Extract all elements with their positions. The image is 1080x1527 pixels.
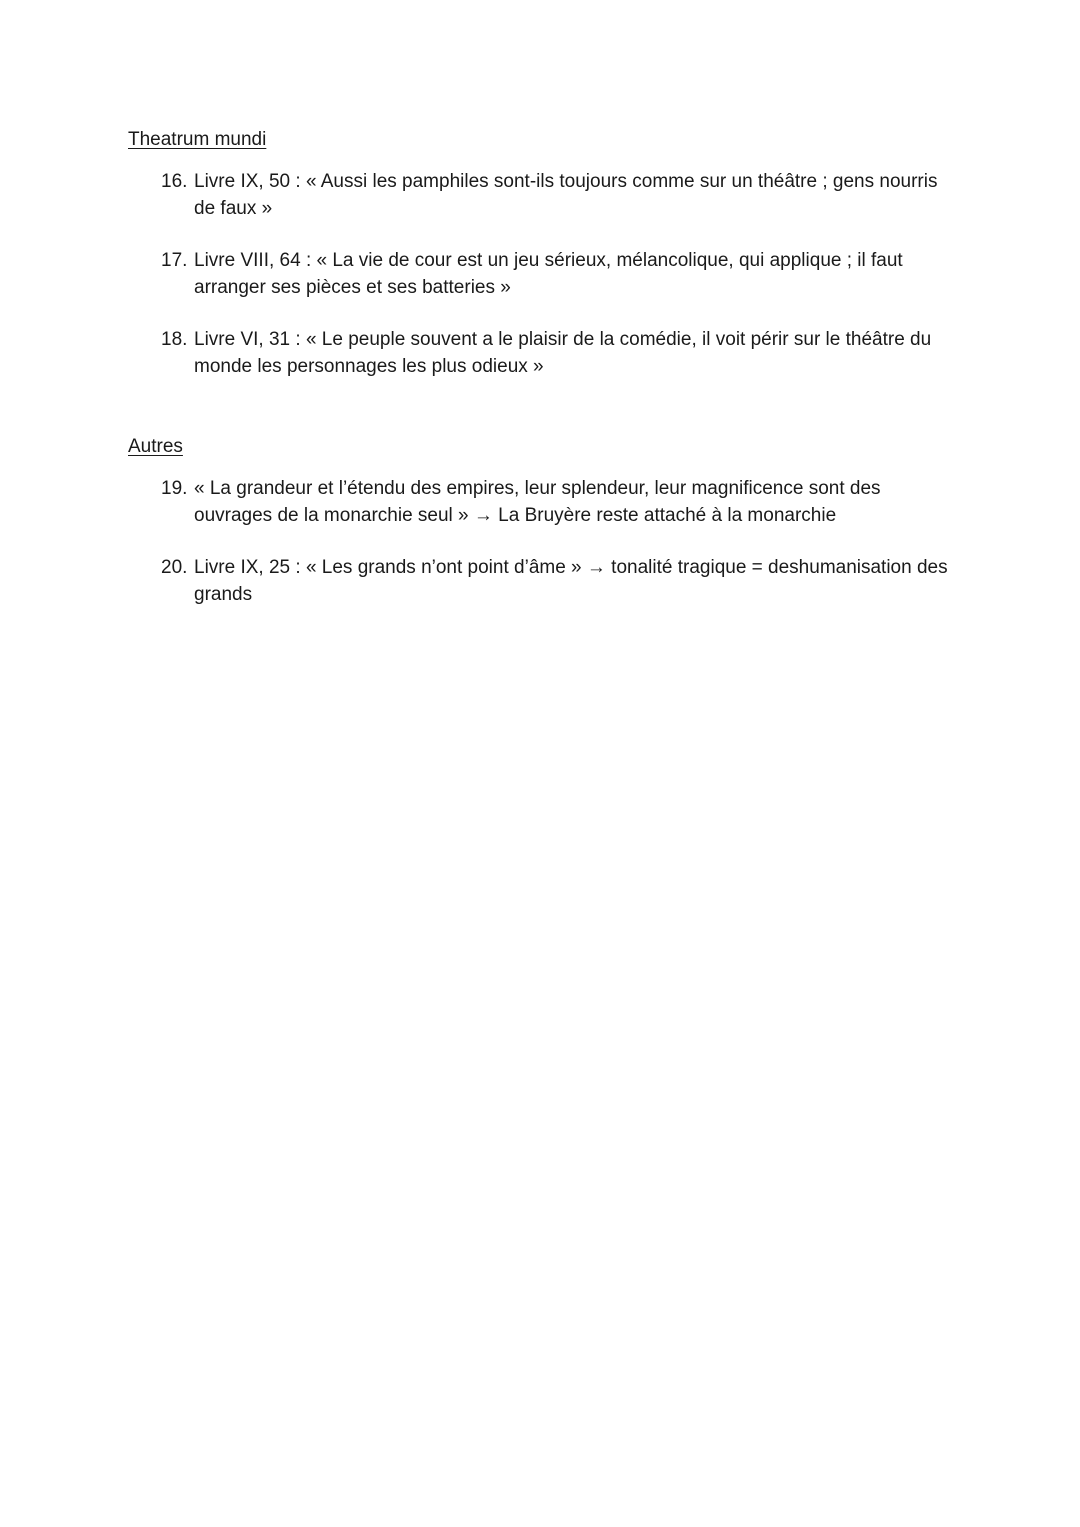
- list-item-text: Livre IX, 50 : « Aussi les pamphiles sont-ils toujours comme sur un théâtre ; gens nourris de faux »: [194, 171, 938, 219]
- list-item-number: 17.: [161, 250, 188, 271]
- section-heading-autres: Autres: [128, 436, 183, 457]
- list-item-20: [161, 554, 961, 608]
- list-item-text: Livre VIII, 64 : « La vie de cour est un jeu sérieux, mélancolique, qui applique ; il faut arranger ses pièces et ses batteries »: [194, 250, 903, 298]
- section-heading-theatrum-mundi: Theatrum mundi: [128, 129, 267, 150]
- list-item-number: 20.: [161, 557, 188, 578]
- list-item-number: 18.: [161, 329, 188, 350]
- list-item-number: 19.: [161, 478, 188, 499]
- list-item-18: [161, 326, 961, 380]
- list-item-text: Livre IX, 25 : « Les grands n’ont point d’âme » → tonalité tragique = deshumanisation des grands: [194, 557, 948, 605]
- list-item-17: [161, 247, 961, 301]
- list-item-16: [161, 168, 961, 222]
- list-item-19: [161, 475, 961, 529]
- list-item-text: Livre VI, 31 : « Le peuple souvent a le plaisir de la comédie, il voit périr sur le théâtre du monde les personnages les plus odieux »: [194, 329, 932, 377]
- list-item-text: « La grandeur et l’étendu des empires, leur splendeur, leur magnificence sont des ouvrages de la monarchie seul » → La Bruyère reste attaché à la monarchie: [194, 478, 881, 526]
- list-item-number: 16.: [161, 171, 188, 192]
